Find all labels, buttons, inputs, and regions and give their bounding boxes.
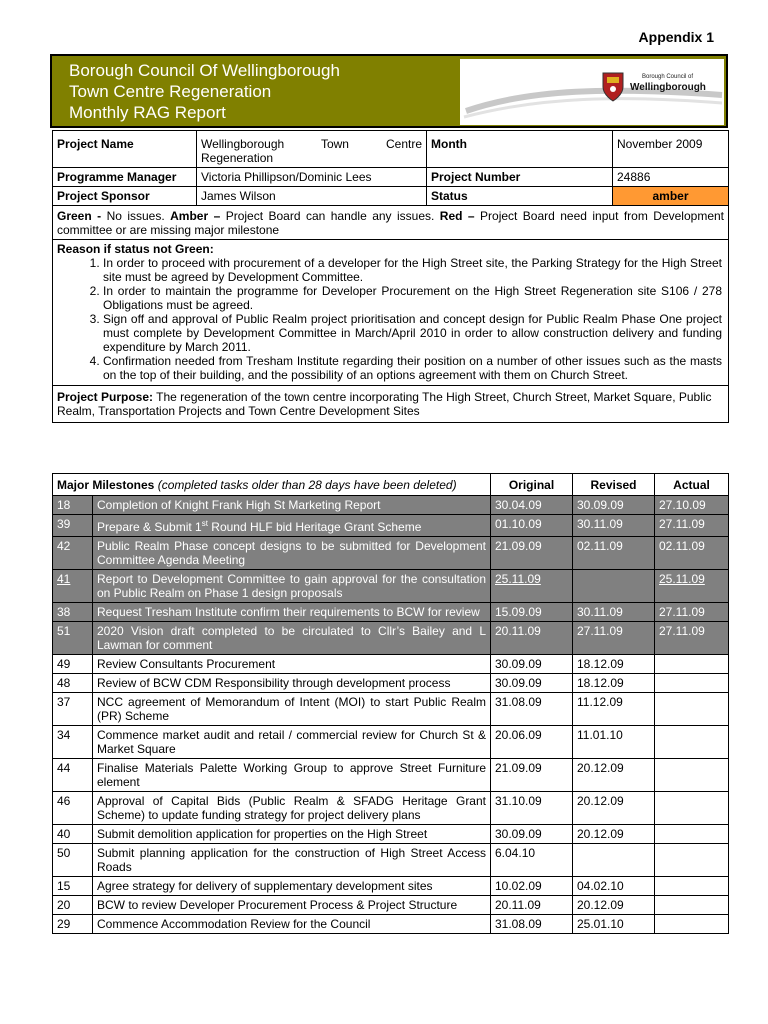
legend-row	[53, 206, 729, 240]
milestone-id: 50	[53, 844, 93, 877]
milestone-task: Request Tresham Institute confirm their requirements to BCW for review	[93, 603, 491, 622]
manager-label: Programme Manager	[53, 168, 197, 187]
milestone-actual: 25.11.09	[655, 570, 729, 603]
milestone-id: 29	[53, 915, 93, 934]
report-banner	[50, 54, 728, 128]
milestone-row	[53, 496, 729, 515]
title-line-report: Monthly RAG Report	[69, 103, 226, 122]
milestone-original: 30.09.09	[491, 674, 573, 693]
report-title	[69, 60, 340, 123]
milestone-original: 6.04.10	[491, 844, 573, 877]
month-label: Month	[427, 131, 613, 168]
project-name-label: Project Name	[53, 131, 197, 168]
milestone-original: 10.02.09	[491, 877, 573, 896]
milestone-revised: 20.12.09	[573, 759, 655, 792]
status-badge: amber	[613, 187, 729, 206]
milestones-header	[53, 474, 729, 496]
milestone-task: 2020 Vision draft completed to be circulated to Cllr’s Bailey and L Lawman for comment	[93, 622, 491, 655]
milestone-row	[53, 537, 729, 570]
milestone-row	[53, 825, 729, 844]
logo-small-text: Borough Council of	[642, 74, 694, 80]
legend-amber: Amber –	[170, 209, 221, 223]
purpose-text: The regeneration of the town centre incorporating The High Street, Church Street, Market Square, Public Realm, Transportation Projects and Town Centre Development Sites	[57, 390, 712, 418]
milestone-revised: 04.02.10	[573, 877, 655, 896]
milestone-actual	[655, 825, 729, 844]
info-row-sponsor	[53, 187, 729, 206]
milestone-id: 46	[53, 792, 93, 825]
sponsor-label: Project Sponsor	[53, 187, 197, 206]
month-value: November 2009	[613, 131, 729, 168]
milestone-revised: 30.11.09	[573, 603, 655, 622]
reason-list	[57, 256, 724, 382]
milestone-actual	[655, 674, 729, 693]
milestone-original: 20.11.09	[491, 896, 573, 915]
milestone-task: Approval of Capital Bids (Public Realm & SFADG Heritage Grant Scheme) to update funding strategy for project delivery plans	[93, 792, 491, 825]
milestone-task: Finalise Materials Palette Working Group to approve Street Furniture element	[93, 759, 491, 792]
milestone-revised: 25.01.10	[573, 915, 655, 934]
milestone-actual: 27.11.09	[655, 515, 729, 537]
milestone-id: 18	[53, 496, 93, 515]
milestone-id: 42	[53, 537, 93, 570]
milestone-task: BCW to review Developer Procurement Process & Project Structure	[93, 896, 491, 915]
project-name-value: Wellingborough Town Centre Regeneration	[197, 131, 427, 168]
project-number-label: Project Number	[427, 168, 613, 187]
milestone-original: 21.09.09	[491, 759, 573, 792]
reason-item: 1. In order to proceed with procurement of a developer for the High Street site, the Parking Strategy for the High Street site must be agreed by Development Committee.	[103, 256, 724, 284]
milestones-title	[53, 474, 491, 496]
milestone-original: 30.04.09	[491, 496, 573, 515]
milestone-actual: 27.11.09	[655, 603, 729, 622]
milestone-task: Completion of Knight Frank High St Marketing Report	[93, 496, 491, 515]
col-revised: Revised	[573, 474, 655, 496]
milestone-actual	[655, 915, 729, 934]
legend-red: Red –	[439, 209, 475, 223]
milestone-revised: 18.12.09	[573, 655, 655, 674]
milestone-row	[53, 759, 729, 792]
milestone-row	[53, 726, 729, 759]
reason-section	[53, 240, 729, 386]
milestone-task-part: Prepare & Submit 1	[97, 520, 202, 534]
milestone-task: Public Realm Phase concept designs to be submitted for Development Committee Agenda Meeting	[93, 537, 491, 570]
milestone-original: 20.11.09	[491, 622, 573, 655]
council-logo	[460, 59, 724, 125]
milestone-revised: 30.09.09	[573, 496, 655, 515]
milestone-id: 41	[53, 570, 93, 603]
milestone-actual: 27.10.09	[655, 496, 729, 515]
milestone-revised: 18.12.09	[573, 674, 655, 693]
appendix-label: Appendix 1	[638, 29, 714, 45]
reason-heading: Reason if status not Green:	[57, 242, 214, 256]
milestone-row	[53, 674, 729, 693]
milestone-task: Review Consultants Procurement	[93, 655, 491, 674]
milestone-original: 30.09.09	[491, 655, 573, 674]
title-line-project: Town Centre Regeneration	[69, 82, 272, 101]
milestone-original: 30.09.09	[491, 825, 573, 844]
milestone-revised: 20.12.09	[573, 896, 655, 915]
milestone-actual	[655, 792, 729, 825]
milestone-task: Submit demolition application for properties on the High Street	[93, 825, 491, 844]
milestone-original: 31.08.09	[491, 915, 573, 934]
milestone-revised: 27.11.09	[573, 622, 655, 655]
milestone-actual	[655, 726, 729, 759]
reason-item: 3. Sign off and approval of Public Realm project prioritisation and concept design for Public Realm Phase One project must complete by Development Committee in March/April 2010 in order to allow construction delivery and funding expenditure by March 2011.	[103, 312, 724, 354]
legend-green-text: No issues.	[101, 209, 171, 223]
milestone-revised: 30.11.09	[573, 515, 655, 537]
milestone-row	[53, 603, 729, 622]
milestone-id: 38	[53, 603, 93, 622]
milestone-id: 40	[53, 825, 93, 844]
col-original: Original	[491, 474, 573, 496]
logo-wordmark: Wellingborough	[630, 82, 706, 93]
title-line-council: Borough Council Of Wellingborough	[69, 61, 340, 80]
milestone-task-part: Round HLF bid Heritage Grant Scheme	[207, 520, 422, 534]
milestone-task: Report to Development Committee to gain approval for the consultation on Public Realm on Phase 1 design proposals	[93, 570, 491, 603]
milestone-id: 37	[53, 693, 93, 726]
milestone-id: 49	[53, 655, 93, 674]
info-row-manager	[53, 168, 729, 187]
project-purpose	[53, 386, 729, 423]
milestone-revised: 20.12.09	[573, 792, 655, 825]
legend-amber-text: Project Board can handle any issues.	[220, 209, 440, 223]
crest-icon	[598, 69, 628, 103]
milestone-id: 20	[53, 896, 93, 915]
milestone-original: 31.10.09	[491, 792, 573, 825]
milestone-id: 34	[53, 726, 93, 759]
milestone-row	[53, 896, 729, 915]
milestone-row	[53, 844, 729, 877]
milestone-row	[53, 515, 729, 537]
milestone-actual	[655, 759, 729, 792]
milestones-title-text: Major Milestones	[57, 478, 155, 492]
milestone-original: 25.11.09	[491, 570, 573, 603]
milestones-table	[52, 473, 729, 934]
milestone-row	[53, 877, 729, 896]
project-info-table	[52, 130, 729, 423]
milestone-actual	[655, 693, 729, 726]
milestone-row	[53, 693, 729, 726]
milestone-actual: 27.11.09	[655, 622, 729, 655]
milestone-actual	[655, 877, 729, 896]
milestone-original: 15.09.09	[491, 603, 573, 622]
milestone-actual	[655, 896, 729, 915]
milestone-revised: 11.01.10	[573, 726, 655, 759]
milestone-task: Submit planning application for the construction of High Street Access Roads	[93, 844, 491, 877]
milestone-original: 31.08.09	[491, 693, 573, 726]
milestone-id: 51	[53, 622, 93, 655]
manager-value: Victoria Phillipson/Dominic Lees	[197, 168, 427, 187]
milestone-revised	[573, 844, 655, 877]
purpose-label: Project Purpose:	[57, 390, 154, 404]
milestone-id: 48	[53, 674, 93, 693]
milestone-id: 39	[53, 515, 93, 537]
milestone-row	[53, 915, 729, 934]
col-actual: Actual	[655, 474, 729, 496]
milestone-actual	[655, 844, 729, 877]
project-number-value: 24886	[613, 168, 729, 187]
legend-green: Green -	[57, 209, 102, 223]
milestone-row	[53, 570, 729, 603]
milestone-id: 15	[53, 877, 93, 896]
reason-row	[53, 240, 729, 386]
milestone-task: Commence market audit and retail / commercial review for Church St & Market Square	[93, 726, 491, 759]
milestone-task-sup: st	[201, 519, 208, 528]
milestone-actual	[655, 655, 729, 674]
milestone-original: 01.10.09	[491, 515, 573, 537]
milestone-task: NCC agreement of Memorandum of Intent (MOI) to start Public Realm (PR) Scheme	[93, 693, 491, 726]
info-row-name	[53, 131, 729, 168]
milestone-revised	[573, 570, 655, 603]
milestone-task	[93, 515, 491, 537]
sponsor-value: James Wilson	[197, 187, 427, 206]
milestone-revised: 11.12.09	[573, 693, 655, 726]
milestone-original: 21.09.09	[491, 537, 573, 570]
milestone-task: Agree strategy for delivery of supplementary development sites	[93, 877, 491, 896]
milestone-row	[53, 655, 729, 674]
milestones-note: (completed tasks older than 28 days have been deleted)	[157, 478, 457, 492]
reason-item: 2. In order to maintain the programme for Developer Procurement on the High Street Regeneration site S106 / 278 Obligations must be agreed.	[103, 284, 724, 312]
status-legend	[53, 206, 729, 240]
purpose-row	[53, 386, 729, 423]
legend-red-text: Project Board need input from Development committee or are missing major milestone	[57, 209, 724, 237]
milestone-actual: 02.11.09	[655, 537, 729, 570]
milestone-original: 20.06.09	[491, 726, 573, 759]
status-label: Status	[427, 187, 613, 206]
reason-item: 4. Confirmation needed from Tresham Institute regarding their position on a number of other issues such as the masts on the top of their building, and the possibility of an options agreement with them on Church Street.	[103, 354, 724, 382]
milestone-row	[53, 792, 729, 825]
milestone-row	[53, 622, 729, 655]
milestone-id: 44	[53, 759, 93, 792]
milestone-task: Review of BCW CDM Responsibility through development process	[93, 674, 491, 693]
milestone-task: Commence Accommodation Review for the Council	[93, 915, 491, 934]
milestone-revised: 20.12.09	[573, 825, 655, 844]
milestone-revised: 02.11.09	[573, 537, 655, 570]
